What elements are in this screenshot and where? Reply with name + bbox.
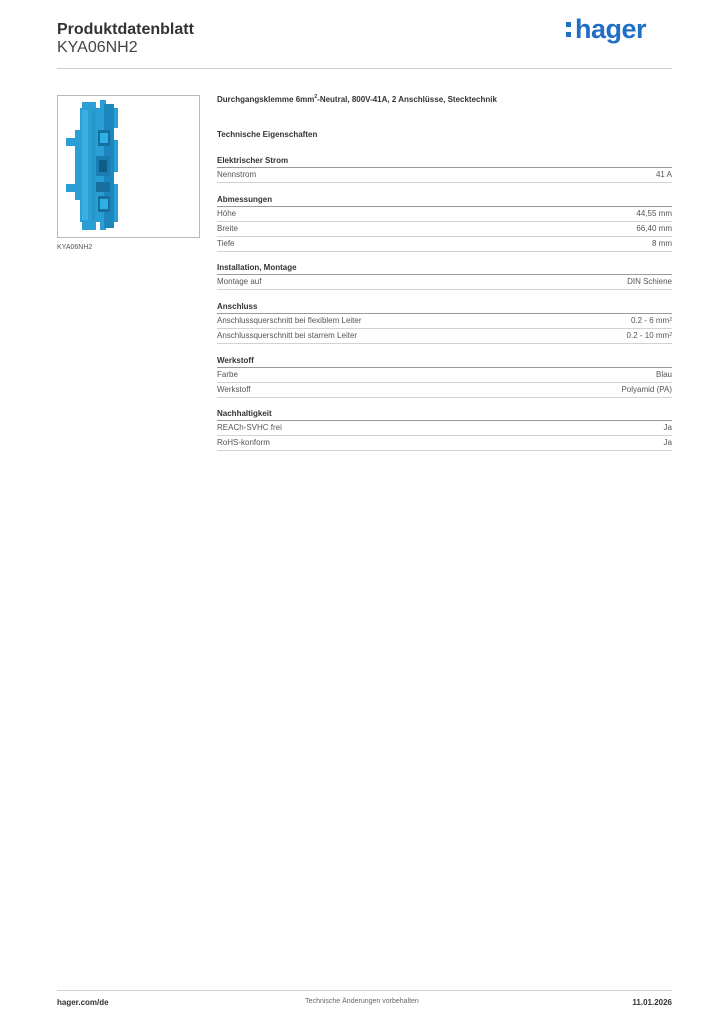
section-connection: [217, 301, 672, 344]
hager-logo: [566, 14, 646, 45]
table-row: RoHS-konform Ja: [217, 436, 672, 451]
technical-properties-heading: Technische Eigenschaften: [217, 130, 318, 139]
footer-date: 11.01.2026: [632, 998, 672, 1007]
table-row: REACh-SVHC frei Ja: [217, 421, 672, 436]
table-row: Breite 66,40 mm: [217, 222, 672, 237]
page-title: Produktdatenblatt: [57, 21, 194, 38]
section-material: [217, 355, 672, 398]
section-dimensions: [217, 194, 672, 252]
product-image-caption: KYA06NH2: [57, 244, 93, 251]
section-title: Abmessungen: [217, 194, 672, 207]
table-row: Anschlussquerschnitt bei flexiblem Leiter 0.2 - 6 $mm^2$: [217, 314, 672, 329]
section-title: Elektrischer Strom: [217, 155, 672, 168]
footer-website-link[interactable]: hager.com/de: [57, 998, 109, 1007]
terminal-block-image: [58, 96, 199, 237]
section-title: Installation, Montage: [217, 262, 672, 275]
table-row: Montage auf DIN Schiene: [217, 275, 672, 290]
section-electric-current: [217, 155, 672, 183]
section-sustainability: [217, 408, 672, 451]
logo-colon-icon: [566, 22, 572, 38]
section-title: Werkstoff: [217, 355, 672, 368]
table-row: Werkstoff Polyamid (PA): [217, 383, 672, 398]
product-code: KYA06NH2: [57, 39, 138, 56]
product-image-frame: [57, 95, 200, 238]
table-row: Anschlussquerschnitt bei starrem Leiter 0.2 - 10 $mm^2$: [217, 329, 672, 344]
section-title: Anschluss: [217, 301, 672, 314]
section-installation: [217, 262, 672, 290]
table-row: Farbe Blau: [217, 368, 672, 383]
product-description: Durchgangsklemme $6mm^2$-Neutral, 800V-41A, 2 Anschlüsse, Stecktechnik: [217, 94, 497, 104]
footer-note: Technische Änderungen vorbehalten: [305, 998, 419, 1005]
section-title: Nachhaltigkeit: [217, 408, 672, 421]
footer-divider: [57, 990, 672, 991]
header-divider: [57, 68, 672, 69]
table-row: Höhe 44,55 mm: [217, 207, 672, 222]
table-row: Tiefe 8 mm: [217, 237, 672, 252]
logo-text: hager: [575, 14, 647, 44]
table-row: Nennstrom 41 A: [217, 168, 672, 183]
